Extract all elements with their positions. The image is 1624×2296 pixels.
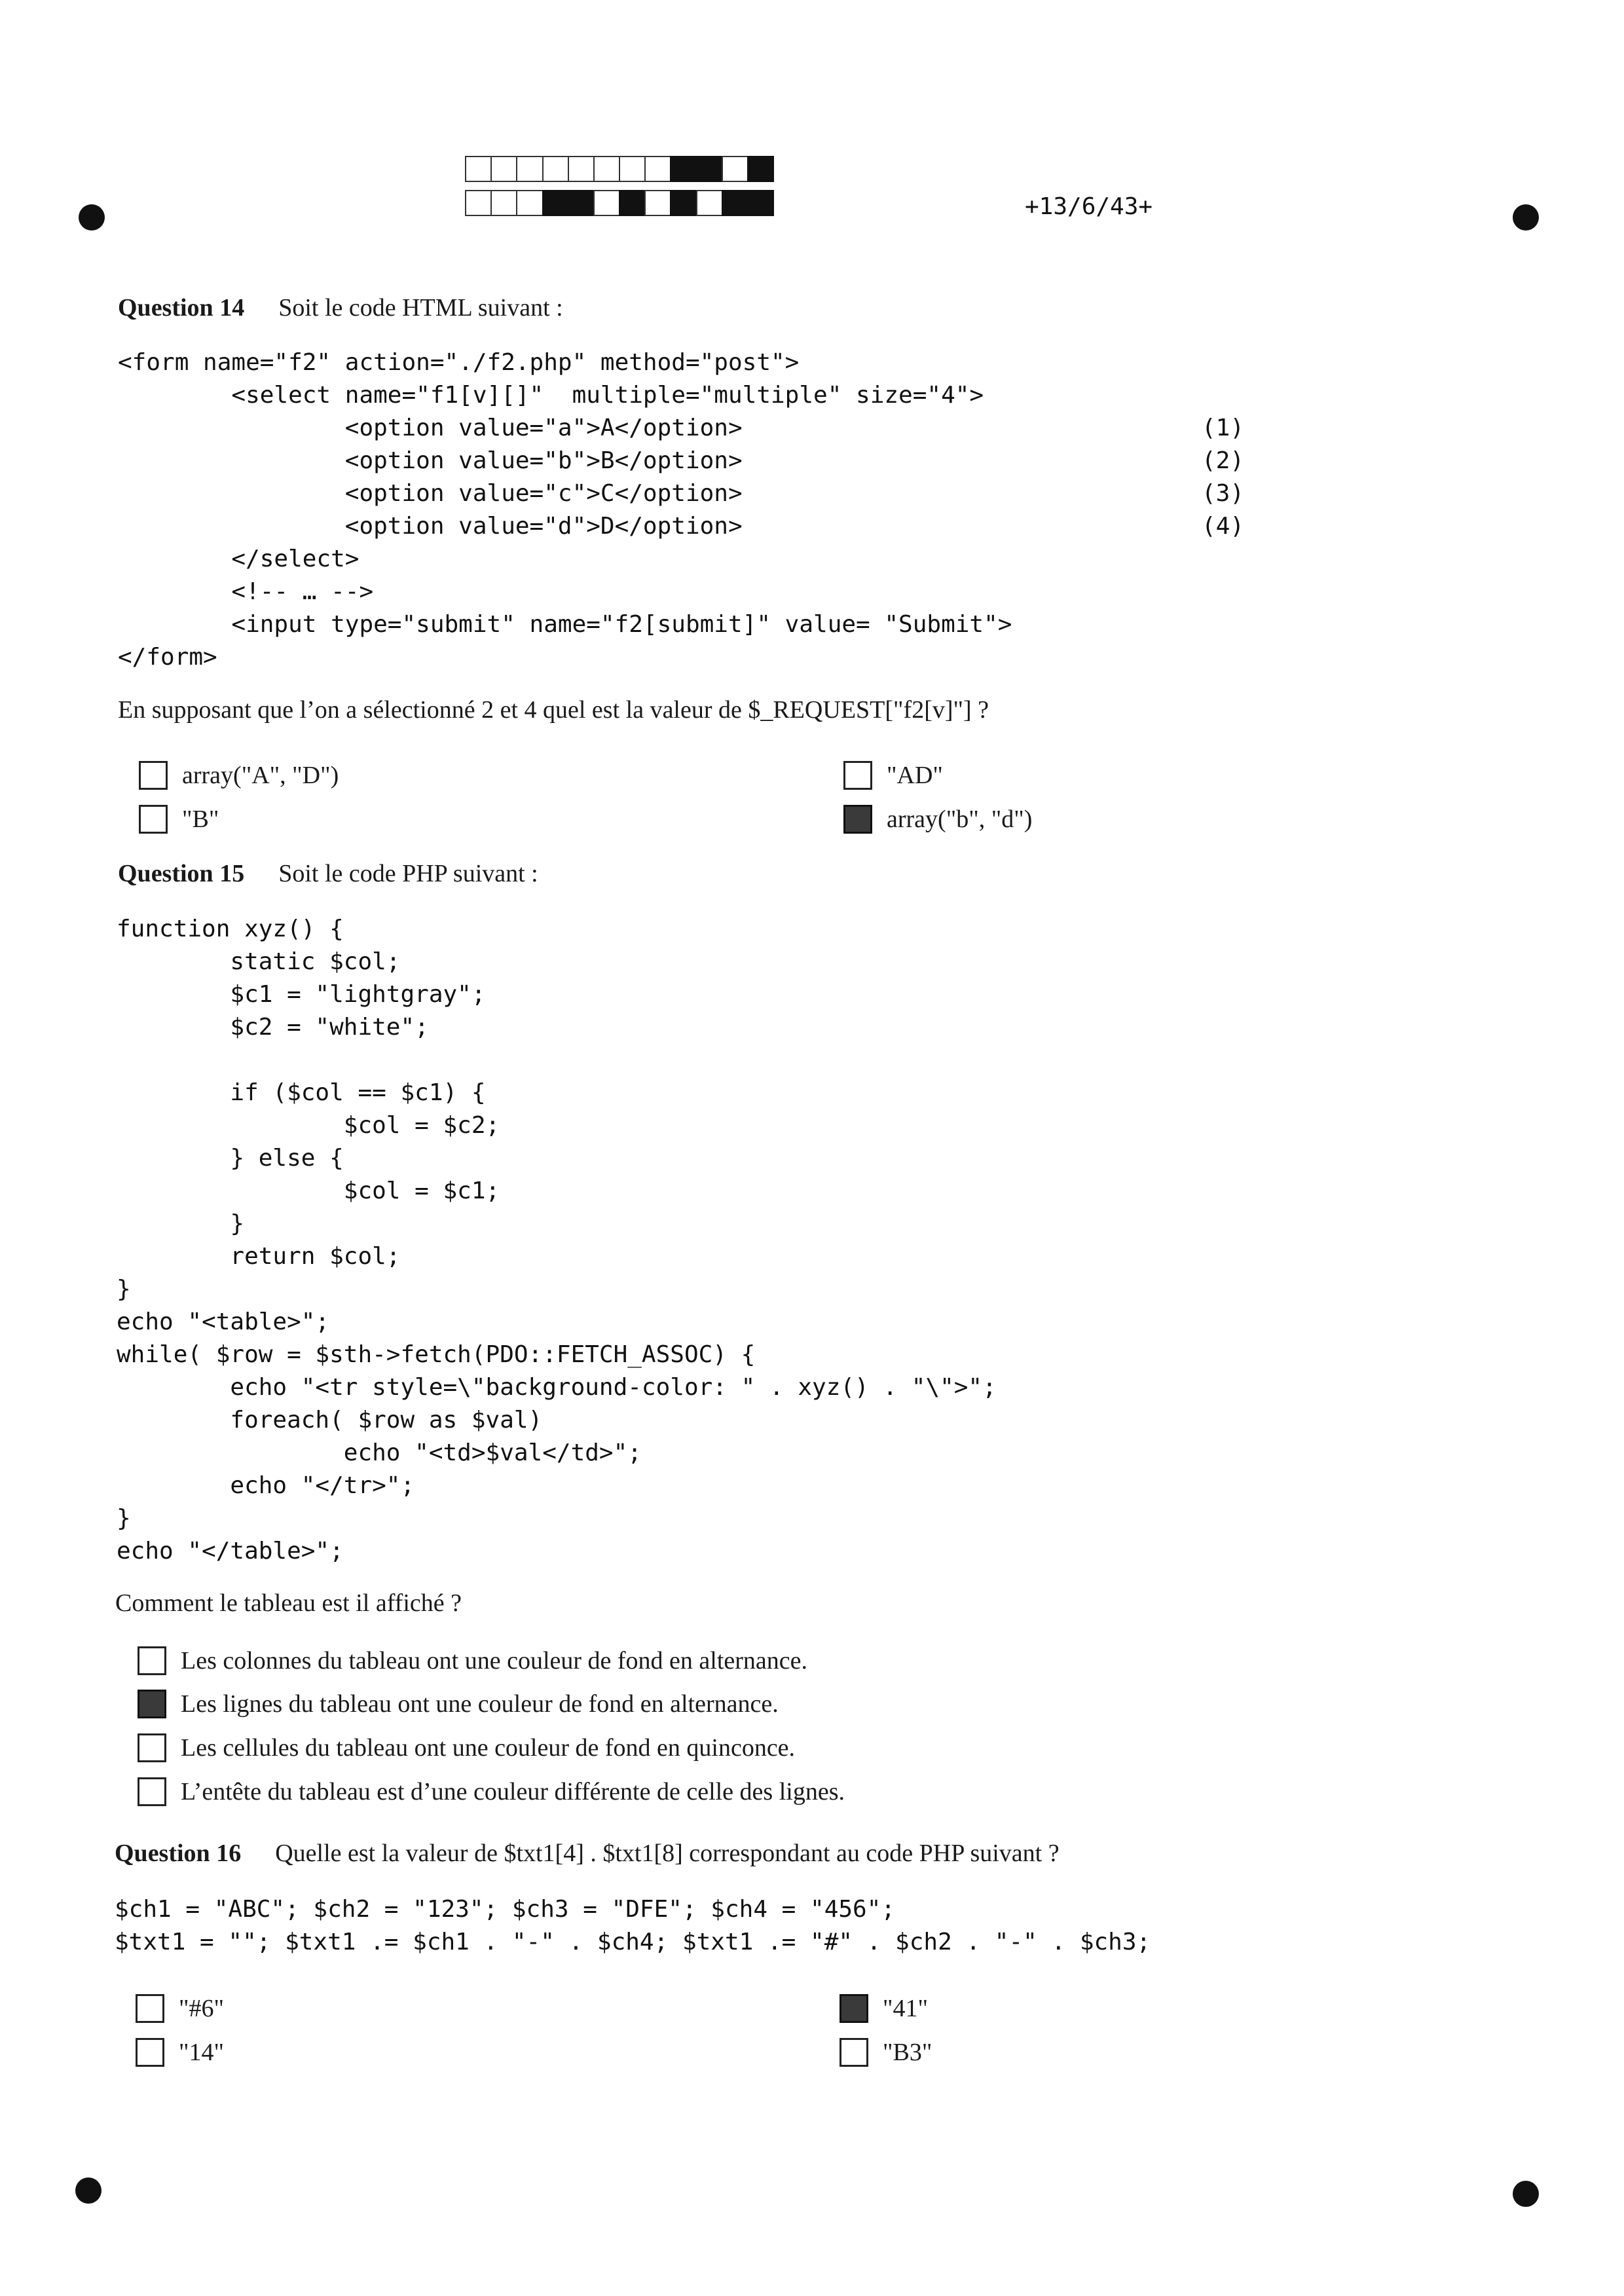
- code-line: [117, 1077, 997, 1109]
- option-number-marker: (4): [1201, 513, 1244, 540]
- barcode-cell: [696, 156, 723, 182]
- barcode-cell: [516, 190, 543, 216]
- code-text: while( $row = $sth->fetch(PDO::FETCH_ASSOC) {: [117, 1341, 756, 1368]
- q15-option-2[interactable]: [138, 1687, 779, 1721]
- q16-option-2[interactable]: [840, 1991, 928, 2026]
- barcode-cell: [465, 156, 492, 182]
- code-line: [115, 1893, 1151, 1926]
- code-line: [117, 1404, 997, 1437]
- question-14-prompt: Soit le code HTML suivant :: [278, 294, 563, 322]
- checkbox[interactable]: [136, 1994, 164, 2023]
- question-14-text: En supposant que l’on a sélectionné 2 et 4 quel est la valeur de $_REQUEST["f2[v]"] ?: [118, 696, 989, 724]
- option-label: L’entête du tableau est d’une couleur différente de celle des lignes.: [181, 1778, 845, 1805]
- option-number-marker: (1): [1201, 415, 1244, 441]
- q14-option-3[interactable]: [139, 802, 219, 836]
- option-label: "#6": [179, 1995, 225, 2022]
- question-15-text: Comment le tableau est il affiché ?: [115, 1589, 462, 1617]
- code-text: <option value="c">C</option>: [118, 480, 743, 507]
- code-line: [115, 1926, 1151, 1959]
- checkbox[interactable]: [138, 1733, 166, 1762]
- code-text: <option value="b">B</option>: [118, 447, 743, 474]
- question-16-label: Question 16: [115, 1840, 242, 1867]
- barcode-cell: [568, 156, 595, 182]
- checkbox[interactable]: [138, 1646, 166, 1675]
- barcode-cell: [568, 190, 595, 216]
- checkbox[interactable]: [840, 2038, 868, 2067]
- code-line: [117, 1011, 997, 1044]
- code-line: [118, 510, 1244, 543]
- q15-option-4[interactable]: [138, 1775, 845, 1809]
- barcode-cell: [490, 190, 517, 216]
- option-label: Les cellules du tableau ont une couleur de fond en quinconce.: [181, 1734, 796, 1762]
- code-line: [117, 946, 997, 978]
- q15-option-3[interactable]: [138, 1731, 795, 1765]
- barcode-cell: [696, 190, 723, 216]
- code-line: [118, 477, 1244, 510]
- question-16-prompt: Quelle est la valeur de $txt1[4] . $txt1[8] correspondant au code PHP suivant ?: [275, 1840, 1060, 1867]
- code-text: }: [117, 1276, 131, 1303]
- code-text: }: [117, 1210, 245, 1237]
- option-label: "14": [179, 2039, 225, 2066]
- code-text: echo "<tr style=\"background-color: " . xyz() . "\">";: [117, 1374, 997, 1401]
- question-15-code: [117, 913, 997, 1568]
- option-label: "AD": [887, 762, 943, 789]
- code-text: $c2 = "white";: [117, 1014, 429, 1041]
- code-line: [117, 1470, 997, 1502]
- registration-dot-top-right: [1513, 204, 1539, 231]
- option-label: Les lignes du tableau ont une couleur de fond en alternance.: [181, 1690, 779, 1718]
- code-line: [117, 1142, 997, 1175]
- barcode-cell: [747, 156, 774, 182]
- code-line: [118, 543, 1244, 576]
- code-text: echo "</tr>";: [117, 1472, 415, 1499]
- code-line: [117, 1044, 997, 1077]
- barcode-cell: [619, 156, 646, 182]
- code-line: [117, 1306, 997, 1339]
- question-14-code: [118, 346, 1244, 674]
- option-label: "41": [883, 1995, 929, 2022]
- code-line: [117, 1437, 997, 1470]
- barcode-cell: [747, 190, 774, 216]
- checkbox[interactable]: [840, 1994, 868, 2023]
- q14-option-4[interactable]: [843, 802, 1032, 836]
- option-label: "B3": [883, 2039, 932, 2066]
- code-text: echo "<table>";: [117, 1308, 330, 1335]
- option-label: Les colonnes du tableau ont une couleur de fond en alternance.: [181, 1647, 808, 1675]
- code-text: } else {: [117, 1145, 344, 1172]
- checkbox[interactable]: [139, 805, 168, 834]
- page-id: +13/6/43+: [1025, 193, 1153, 220]
- barcode-cell: [670, 190, 697, 216]
- q16-option-4[interactable]: [840, 2035, 932, 2069]
- code-text: <!-- … -->: [118, 578, 374, 605]
- question-14-heading: [118, 293, 563, 322]
- barcode-cell: [670, 156, 697, 182]
- code-text: <form name="f2" action="./f2.php" method="post">: [118, 349, 800, 376]
- code-line: [118, 608, 1244, 641]
- question-16-code: [115, 1893, 1151, 1959]
- code-line: [118, 412, 1244, 445]
- barcode-cell: [593, 156, 620, 182]
- q16-option-1[interactable]: [136, 1991, 224, 2026]
- code-text: function xyz() {: [117, 916, 344, 942]
- code-line: [117, 1208, 997, 1240]
- barcode-cell: [593, 190, 620, 216]
- code-text: return $col;: [117, 1243, 401, 1270]
- checkbox[interactable]: [139, 761, 168, 790]
- code-text: <select name="f1[v][]" multiple="multiple" size="4">: [118, 382, 984, 409]
- code-line: [117, 978, 997, 1011]
- question-16-heading: [115, 1839, 1060, 1868]
- code-text: echo "</table>";: [117, 1538, 344, 1565]
- barcode-cell: [722, 156, 748, 182]
- option-number-marker: (2): [1201, 447, 1244, 474]
- barcode-cell: [542, 190, 569, 216]
- registration-dot-bottom-right: [1513, 2181, 1539, 2207]
- code-text: <input type="submit" name="f2[submit]" value= "Submit">: [118, 611, 1012, 638]
- barcode-row-1: [465, 156, 773, 182]
- option-label: array("b", "d"): [887, 805, 1033, 833]
- code-text: echo "<td>$val</td>";: [117, 1439, 642, 1466]
- code-line: [118, 379, 1244, 412]
- code-text: $c1 = "lightgray";: [117, 981, 486, 1008]
- registration-dot-top-left: [79, 204, 105, 231]
- question-14-label: Question 14: [118, 294, 245, 322]
- code-text: </select>: [118, 546, 360, 572]
- checkbox[interactable]: [136, 2038, 164, 2067]
- code-line: [117, 1175, 997, 1208]
- option-label: array("A", "D"): [182, 762, 339, 789]
- q14-option-2[interactable]: [843, 758, 943, 792]
- option-label: "B": [182, 805, 219, 833]
- option-number-marker: (3): [1201, 480, 1244, 507]
- checkbox[interactable]: [843, 761, 872, 790]
- code-line: [117, 1109, 997, 1142]
- barcode-cell: [465, 190, 492, 216]
- code-line: [117, 913, 997, 946]
- code-line: [117, 1371, 997, 1404]
- barcode-cell: [542, 156, 569, 182]
- code-line: [117, 1240, 997, 1273]
- question-15-label: Question 15: [118, 860, 245, 887]
- checkbox[interactable]: [138, 1690, 166, 1718]
- code-text: <option value="d">D</option>: [118, 513, 743, 540]
- barcode-cell: [619, 190, 646, 216]
- question-15-heading: [118, 859, 538, 888]
- code-line: [117, 1339, 997, 1371]
- code-text: }: [117, 1505, 131, 1532]
- code-line: [118, 641, 1244, 674]
- barcode-cell: [490, 156, 517, 182]
- barcode-cell: [644, 156, 671, 182]
- question-15-prompt: Soit le code PHP suivant :: [278, 860, 538, 887]
- code-text: static $col;: [117, 948, 401, 975]
- q15-option-1[interactable]: [138, 1644, 807, 1678]
- code-line: [117, 1535, 997, 1568]
- barcode-row-2: [465, 190, 773, 216]
- code-text: $ch1 = "ABC"; $ch2 = "123"; $ch3 = "DFE"; $ch4 = "456";: [115, 1896, 896, 1923]
- q14-option-1[interactable]: [139, 758, 339, 792]
- code-text: $col = $c2;: [117, 1112, 500, 1139]
- q16-option-3[interactable]: [136, 2035, 224, 2069]
- code-text: </form>: [118, 644, 217, 671]
- code-text: if ($col == $c1) {: [117, 1079, 486, 1106]
- barcode-cell: [644, 190, 671, 216]
- barcode-cell: [722, 190, 748, 216]
- registration-dot-bottom-left: [75, 2177, 101, 2204]
- code-line: [118, 576, 1244, 608]
- code-line: [118, 346, 1244, 379]
- checkbox[interactable]: [843, 805, 872, 834]
- code-text: foreach( $row as $val): [117, 1407, 543, 1434]
- code-line: [118, 445, 1244, 477]
- code-line: [117, 1273, 997, 1306]
- code-text: <option value="a">A</option>: [118, 415, 743, 441]
- code-text: $col = $c1;: [117, 1177, 500, 1204]
- code-text: $txt1 = ""; $txt1 .= $ch1 . "-" . $ch4; $txt1 .= "#" . $ch2 . "-" . $ch3;: [115, 1929, 1151, 1955]
- checkbox[interactable]: [138, 1777, 166, 1806]
- barcode-cell: [516, 156, 543, 182]
- code-line: [117, 1502, 997, 1535]
